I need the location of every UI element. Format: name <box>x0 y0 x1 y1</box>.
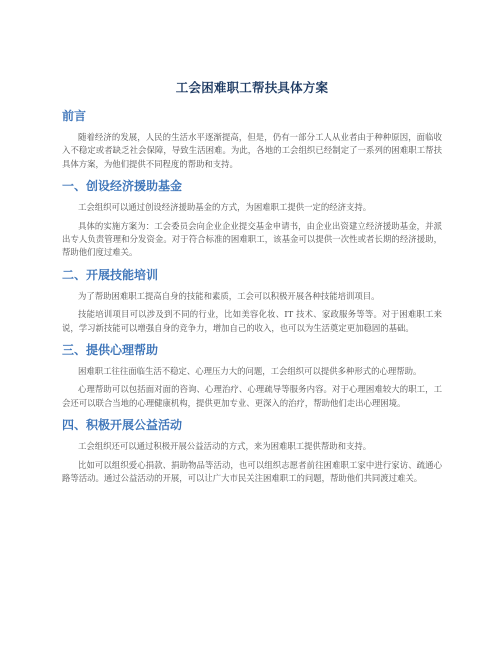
paragraph: 为了帮助困难职工提高自身的技能和素质，工会可以积极开展各种技能培训项目。 <box>78 290 380 301</box>
paragraph: 具体的实施方案为：工会委员会向企业企业提交基金申请书，由企业出资建立经济援助基金，并派出专人负责管理和分发资金。对于符合标准的困难职工，该基金可以提供一次性或者长期的经济援助，帮助他们度过难关。 <box>62 220 442 258</box>
section-heading: 二、开展技能培训 <box>62 267 159 282</box>
section-heading: 一、创设经济援助基金 <box>62 179 183 194</box>
document-title: 工会困难职工帮扶具体方案 <box>175 80 329 95</box>
paragraph: 随着经济的发展，人民的生活水平逐渐提高，但是，仍有一部分工人从业者由于种种原因，面临收入不稳定或者缺乏社会保障，导致生活困难。为此，各地的工会组织已经制定了一系列的困难职工帮扶具体方案，为他们提供不同程度的帮助和支持。 <box>62 132 442 169</box>
paragraph: 困难职工往往面临生活不稳定、心理压力大的问题，工会组织可以提供多种形式的心理帮助。 <box>78 366 422 377</box>
paragraph: 心理帮助可以包括面对面的咨询、心理治疗、心理疏导等服务内容。对于心理困难较大的职工，工会还可以联合当地的心理健康机构，提供更加专业、更深入的治疗，帮助他们走出心理困境。 <box>62 384 442 408</box>
paragraph: 比如可以组织爱心捐款、捐助物品等活动，也可以组织志愿者前往困难职工家中进行家访、疏通心路等活动。通过公益活动的开展，可以让广大市民关注困难职工的问题，帮助他们共同渡过难关。 <box>62 459 442 484</box>
paragraph: 工会组织可以通过创设经济援助基金的方式，为困难职工提供一定的经济支持。 <box>78 202 372 213</box>
section-public-welfare <box>62 416 442 485</box>
paragraph: 工会组织还可以通过积极开展公益活动的方式，来为困难职工提供帮助和支持。 <box>78 441 372 452</box>
section-economic-aid <box>62 177 442 260</box>
section-heading: 前言 <box>62 109 87 123</box>
paragraph: 技能培训项目可以涉及到不同的行业，比如美容化妆、IT 技术、家政服务等等。对于困难职工来说，学习新技能可以增强自身的竞争力，增加自己的收入，也可以为生活奠定更加稳固的基础。 <box>62 309 442 333</box>
section-skill-training <box>62 266 442 335</box>
section-heading: 三、提供心理帮助 <box>62 343 159 358</box>
section-preface <box>62 107 442 171</box>
section-heading: 四、积极开展公益活动 <box>62 418 183 433</box>
section-psychological-help <box>62 341 442 410</box>
